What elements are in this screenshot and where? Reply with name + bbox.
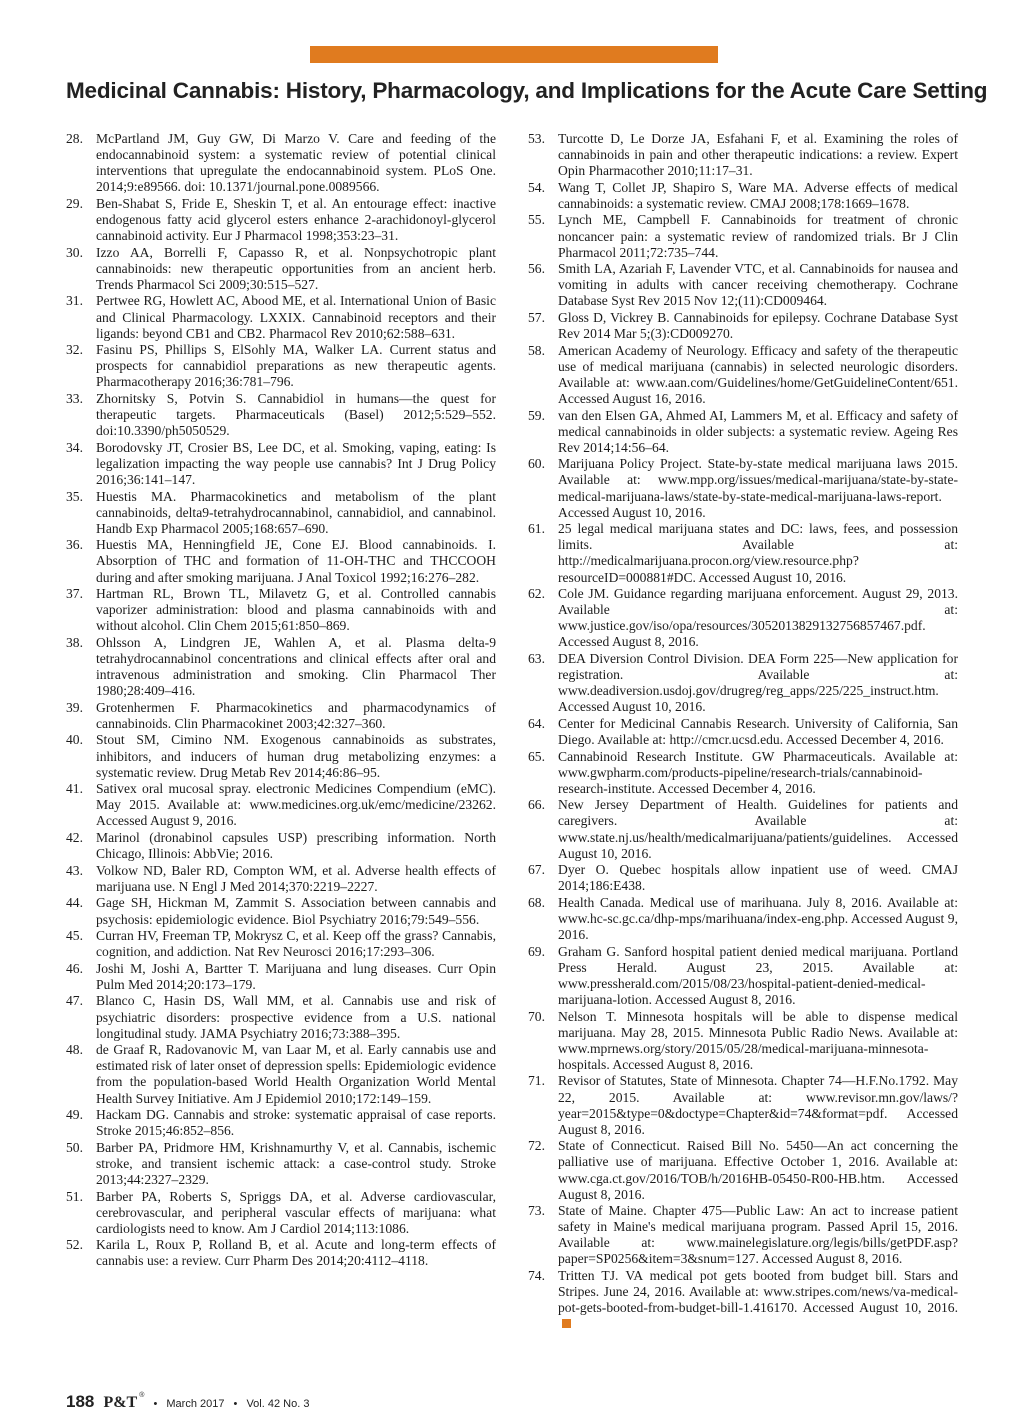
reference-number: 40.: [66, 732, 83, 748]
reference-item: [528, 651, 958, 715]
reference-number: 60.: [528, 456, 545, 472]
reference-number: 70.: [528, 1008, 545, 1024]
reference-item: [528, 1073, 958, 1137]
reference-item: [66, 293, 496, 341]
reference-item: [66, 196, 496, 244]
footer-separator: •: [233, 1398, 238, 1410]
reference-number: 39.: [66, 699, 83, 715]
reference-text: Izzo AA, Borrelli F, Capasso R, et al. Nonpsychotropic plant cannabinoids: new therapeutic opportunities from an ancient herb. Trends Pharmacol Sci 2009;30:515–527.: [96, 244, 496, 292]
reference-text: Grotenhermen F. Pharmacokinetics and pharmacodynamics of cannabinoids. Clin Pharmacokinet 2003;42:327–360.: [96, 699, 496, 731]
references-left-column: [66, 131, 496, 1270]
reference-item: [66, 928, 496, 960]
reference-text: Zhornitsky S, Potvin S. Cannabidiol in humans—the quest for therapeutic targets. Pharmaceuticals (Basel) 2012;5:529–552. doi:10.3390/ph5050529.: [96, 391, 496, 439]
reference-number: 36.: [66, 537, 83, 553]
reference-item: [66, 131, 496, 195]
reference-number: 63.: [528, 651, 545, 666]
reference-item: [528, 586, 958, 650]
reference-item: [528, 895, 958, 943]
reference-number: 54.: [528, 179, 545, 195]
reference-text: Revisor of Statutes, State of Minnesota. Chapter 74—H.F.No.1792. May 22, 2015. Available at: www.revisor.mn.gov/laws/?year=2015&type=0&doctype=Chapter&id=74&format=pdf. Accessed August 8, 2016.: [558, 1073, 958, 1137]
reference-item: [66, 342, 496, 390]
reference-item: [66, 537, 496, 585]
reference-number: 56.: [528, 261, 545, 277]
reference-number: 59.: [528, 407, 545, 423]
reference-text: Marijuana Policy Project. State-by-state medical marijuana laws 2015. Available at: www.mpp.org/issues/medical-marijuana/state-by-state-medical-marijuana-laws/state-by-state-medical-marijuana-laws-report. Accessed August 10, 2016.: [558, 456, 958, 520]
reference-number: 29.: [66, 195, 83, 211]
reference-item: [66, 781, 496, 829]
reference-item: [528, 749, 958, 797]
reference-item: [528, 1138, 958, 1202]
reference-text: van den Elsen GA, Ahmed AI, Lammers M, et al. Efficacy and safety of medical cannabinoids in older subjects: a systematic review. Ageing Res Rev 2014;14:56–64.: [558, 407, 958, 455]
reference-number: 61.: [528, 521, 545, 537]
reference-item: [528, 797, 958, 861]
reference-number: 35.: [66, 488, 83, 504]
reference-item: [66, 1107, 496, 1139]
reference-text: Curran HV, Freeman TP, Mokrysz C, et al. Keep off the grass? Cannabis, cognition, and addiction. Nat Rev Neurosci 2016;17:293–306.: [96, 928, 496, 960]
page-title: Medicinal Cannabis: History, Pharmacology, and Implications for the Acute Care Setting: [66, 78, 988, 103]
reference-text: de Graaf R, Radovanovic M, van Laar M, et al. Early cannabis use and estimated risk of later onset of depression spells: Epidemiologic evidence from the population-based World Health Organization World Mental Health Survey Initiative. Am J Epidemiol 2010;172:149–159.: [96, 1042, 496, 1106]
end-of-article-mark: [562, 1319, 571, 1328]
reference-text: Cole JM. Guidance regarding marijuana enforcement. August 29, 2013. Available at: www.justice.gov/iso/opa/resources/3052013829132756857467.pdf. Accessed August 8, 2016.: [558, 586, 958, 650]
reference-text: Sativex oral mucosal spray. electronic Medicines Compendium (eMC). May 2015. Available at: www.medicines.org.uk/emc/medicine/23262. Accessed August 9, 2016.: [96, 781, 496, 829]
reference-text: Center for Medicinal Cannabis Research. University of California, San Diego. Available at: http://cmcr.ucsd.edu. Accessed December 4, 2016.: [558, 715, 958, 747]
reference-number: 28.: [66, 131, 83, 146]
reference-number: 55.: [528, 212, 545, 228]
reference-number: 30.: [66, 244, 83, 260]
reference-text: Joshi M, Joshi A, Bartter T. Marijuana and lung diseases. Curr Opin Pulm Med 2014;20:173–179.: [96, 960, 496, 992]
reference-text: Graham G. Sanford hospital patient denied medical marijuana. Portland Press Herald. August 23, 2015. Available at: www.pressherald.com/2015/08/23/hospital-patient-denied-medical-marijuana-lotion. Accessed August 8, 2016.: [558, 943, 958, 1007]
reference-item: [66, 1042, 496, 1106]
reference-text: Ben-Shabat S, Fride E, Sheskin T, et al. An entourage effect: inactive endogenous fatty acid glycerol esters enhance 2-arachidonoyl-glycerol cannabinoid activity. Eur J Pharmacol 1998;353:23–31.: [96, 195, 496, 244]
reference-item: [528, 521, 958, 585]
page-footer: [66, 1392, 309, 1412]
reference-text: Tritten TJ. VA medical pot gets booted from budget bill. Stars and Stripes. June 24, 2016. Available at: www.stripes.com/news/va-medical-pot-gets-booted-from-budget-bill-1.416170. Accessed August 10, 2016.: [558, 1268, 958, 1332]
reference-item: [66, 391, 496, 439]
header-accent-bar: [310, 46, 718, 63]
reference-item: [528, 1268, 958, 1332]
reference-item: [528, 261, 958, 309]
reference-number: 31.: [66, 293, 83, 309]
reference-item: [66, 993, 496, 1041]
reference-text: Blanco C, Hasin DS, Wall MM, et al. Cannabis use and risk of psychiatric disorders: prospective evidence from a U.S. national longitudinal study. JAMA Psychiatry 2016;73:388–395.: [96, 993, 496, 1041]
reference-number: 33.: [66, 391, 83, 406]
reference-number: 69.: [528, 943, 545, 959]
references-right-column: [528, 131, 958, 1333]
reference-item: [528, 343, 958, 407]
reference-text: Borodovsky JT, Crosier BS, Lee DC, et al. Smoking, vaping, eating: Is legalization impacting the way people use cannabis? Int J Drug Policy 2016;36:141–147.: [96, 439, 496, 487]
reference-number: 50.: [66, 1139, 83, 1155]
reference-item: [66, 961, 496, 993]
reference-number: 71.: [528, 1073, 545, 1089]
reference-number: 65.: [528, 748, 545, 764]
reference-text: 25 legal medical marijuana states and DC: laws, fees, and possession limits. Available at: http://medicalmarijuana.procon.org/view.resource.php?resourceID=000881#DC. Accessed August 10, 2016.: [558, 521, 958, 585]
reference-item: [528, 456, 958, 520]
reference-text: DEA Diversion Control Division. DEA Form 225—New application for registration. Available at: www.deadiversion.usdoj.gov/drugreg/reg_apps/225/225_instruct.htm. Accessed August 10, 2016.: [558, 651, 958, 715]
reference-text: Health Canada. Medical use of marihuana. July 8, 2016. Available at: www.hc-sc.gc.ca/dhp-mps/marihuana/index-eng.php. Accessed August 9, 2016.: [558, 894, 958, 943]
reference-number: 44.: [66, 895, 83, 911]
reference-number: 45.: [66, 928, 83, 944]
reference-number: 34.: [66, 439, 83, 455]
reference-number: 41.: [66, 781, 83, 797]
journal-name: P&T: [103, 1394, 138, 1411]
reference-item: [528, 862, 958, 894]
reference-item: [66, 863, 496, 895]
reference-number: 73.: [528, 1203, 545, 1219]
reference-text: Gloss D, Vickrey B. Cannabinoids for epilepsy. Cochrane Database Syst Rev 2014 Mar 5;(3):CD009270.: [558, 310, 958, 342]
reference-text: Marinol (dronabinol capsules USP) prescribing information. North Chicago, Illinois: AbbVie; 2016.: [96, 830, 496, 862]
reference-text: Nelson T. Minnesota hospitals will be able to dispense medical marijuana. May 28, 2015. Minnesota Public Radio News. Available at: www.mprnews.org/story/2015/05/28/medical-marijuana-minnesota-hospitals. Accessed August 8, 2016.: [558, 1008, 958, 1072]
reference-text: Turcotte D, Le Dorze JA, Esfahani F, et al. Examining the roles of cannabinoids in pain and other therapeutic indications: a review. Expert Opin Pharmacother 2010;11:17–31.: [558, 131, 958, 179]
reference-number: 58.: [528, 342, 545, 358]
reference-number: 51.: [66, 1188, 83, 1204]
reference-item: [66, 830, 496, 862]
reference-text: Huestis MA, Henningfield JE, Cone EJ. Blood cannabinoids. I. Absorption of THC and formation of 11-OH-THC and THCCOOH during and after smoking marijuana. J Anal Toxicol 1992;16:276–282.: [96, 537, 496, 585]
reference-number: 49.: [66, 1107, 83, 1123]
reference-number: 72.: [528, 1138, 545, 1154]
reference-item: [66, 1237, 496, 1269]
reference-item: [66, 895, 496, 927]
reference-text: State of Maine. Chapter 475—Public Law: An act to increase patient safety in Maine's medical marijuana program. Passed April 15, 2016. Available at: www.mainelegislature.org/legis/bills/getPDF.asp?paper=SP0256&item=3&snum=127. Accessed August 8, 2016.: [558, 1203, 958, 1267]
reference-item: [528, 1203, 958, 1267]
reference-text: Smith LA, Azariah F, Lavender VTC, et al. Cannabinoids for nausea and vomiting in adults with cancer receiving chemotherapy. Cochrane Database Syst Rev 2015 Nov 12;(11):CD009464.: [558, 261, 958, 309]
reference-number: 53.: [528, 131, 545, 146]
registered-mark: ®: [139, 1392, 145, 1399]
reference-text: Karila L, Roux P, Rolland B, et al. Acute and long-term effects of cannabis use: a review. Curr Pharm Des 2014;20:4112–4118.: [96, 1237, 496, 1269]
reference-item: [66, 440, 496, 488]
reference-text: Gage SH, Hickman M, Zammit S. Association between cannabis and psychosis: epidemiologic evidence. Biol Psychiatry 2016;79:549–556.: [96, 895, 496, 927]
reference-number: 42.: [66, 830, 83, 846]
reference-text: McPartland JM, Guy GW, Di Marzo V. Care and feeding of the endocannabinoid system: a systematic review of potential clinical interventions that upregulate the endocannabinoid system. PLoS One. 2014;9:e89566. doi: 10.1371/journal.pone.0089566.: [96, 131, 496, 195]
reference-item: [66, 586, 496, 634]
reference-item: [528, 1009, 958, 1073]
reference-number: 67.: [528, 862, 545, 878]
reference-number: 46.: [66, 960, 83, 976]
reference-text: Pertwee RG, Howlett AC, Abood ME, et al. International Union of Basic and Clinical Pharmacology. LXXIX. Cannabinoid receptors and their ligands: beyond CB1 and CB2. Pharmacol Rev 2010;62:588–631.: [96, 293, 496, 341]
reference-number: 64.: [528, 715, 545, 731]
reference-number: 66.: [528, 797, 545, 813]
reference-number: 62.: [528, 586, 545, 602]
footer-separator: •: [153, 1398, 158, 1410]
reference-item: [66, 635, 496, 699]
reference-number: 38.: [66, 634, 83, 650]
reference-text: Dyer O. Quebec hospitals allow inpatient use of weed. CMAJ 2014;186:E438.: [558, 862, 958, 894]
reference-text: Cannabinoid Research Institute. GW Pharmaceuticals. Available at: www.gwpharm.com/products-pipeline/research-trials/cannabinoid-research-institute. Accessed December 4, 2016.: [558, 748, 958, 796]
reference-number: 47.: [66, 993, 83, 1009]
reference-text: Hartman RL, Brown TL, Milavetz G, et al. Controlled cannabis vaporizer administration: blood and plasma cannabinoids with and without alcohol. Clin Chem 2015;61:850–869.: [96, 586, 496, 634]
volume-issue: Vol. 42 No. 3: [246, 1398, 310, 1410]
reference-item: [528, 716, 958, 748]
reference-number: 74.: [528, 1268, 545, 1284]
reference-item: [528, 310, 958, 342]
reference-text: Volkow ND, Baler RD, Compton WM, et al. Adverse health effects of marijuana use. N Engl J Med 2014;370:2219–2227.: [96, 862, 496, 894]
reference-item: [528, 131, 958, 179]
reference-item: [66, 489, 496, 537]
reference-item: [528, 180, 958, 212]
reference-text: Stout SM, Cimino NM. Exogenous cannabinoids as substrates, inhibitors, and inducers of human drug metabolizing enzymes: a systematic review. Drug Metab Rev 2014;46:86–95.: [96, 732, 496, 780]
reference-item: [66, 700, 496, 732]
reference-item: [66, 732, 496, 780]
reference-number: 57.: [528, 310, 545, 326]
reference-text: Huestis MA. Pharmacokinetics and metabolism of the plant cannabinoids, delta9-tetrahydrocannabinol, cannabidiol, and cannabinol. Handb Exp Pharmacol 2005;168:657–690.: [96, 488, 496, 536]
reference-text: American Academy of Neurology. Efficacy and safety of the therapeutic use of medical marijuana (cannabis) in selected neurologic disorders. Available at: www.aan.com/Guidelines/home/GetGuidelineContent/651. Accessed August 16, 2016.: [558, 342, 958, 406]
reference-text: Ohlsson A, Lindgren JE, Wahlen A, et al. Plasma delta-9 tetrahydrocannabinol concentrations and clinical effects after oral and intravenous administration and smoking. Clin Pharmacol Ther 1980;28:409–416.: [96, 634, 496, 699]
reference-text: Lynch ME, Campbell F. Cannabinoids for treatment of chronic noncancer pain: a systematic review of randomized trials. Br J Clin Pharmacol 2011;72:735–744.: [558, 212, 958, 260]
reference-number: 52.: [66, 1237, 83, 1253]
reference-number: 68.: [528, 894, 545, 910]
reference-number: 43.: [66, 862, 83, 878]
reference-text: Barber PA, Pridmore HM, Krishnamurthy V, et al. Cannabis, ischemic stroke, and transient ischemic attack: a case-control study. Stroke 2013;44:2327–2329.: [96, 1139, 496, 1187]
reference-item: [66, 245, 496, 293]
reference-item: [528, 408, 958, 456]
reference-item: [66, 1140, 496, 1188]
reference-number: 48.: [66, 1042, 83, 1058]
reference-text: New Jersey Department of Health. Guidelines for patients and caregivers. Available at: www.state.nj.us/health/medicalmarijuana/patients/guidelines. Accessed August 10, 2016.: [558, 797, 958, 861]
reference-text: Barber PA, Roberts S, Spriggs DA, et al. Adverse cardiovascular, cerebrovascular, and peripheral vascular effects of marijuana: what cardiologists need to know. Am J Cardiol 2014;113:1086.: [96, 1188, 496, 1236]
reference-text: Hackam DG. Cannabis and stroke: systematic appraisal of case reports. Stroke 2015;46:852–856.: [96, 1107, 496, 1139]
reference-text: Wang T, Collet JP, Shapiro S, Ware MA. Adverse effects of medical cannabinoids: a systematic review. CMAJ 2008;178:1669–1678.: [558, 179, 958, 211]
reference-item: [528, 944, 958, 1008]
reference-text: Fasinu PS, Phillips S, ElSohly MA, Walker LA. Current status and prospects for cannabidiol preparations as new therapeutic agents. Pharmacotherapy 2016;36:781–796.: [96, 342, 496, 390]
page-number: 188: [66, 1392, 95, 1411]
reference-item: [66, 1189, 496, 1237]
issue-date: March 2017: [166, 1398, 225, 1410]
reference-number: 37.: [66, 586, 83, 602]
reference-text: State of Connecticut. Raised Bill No. 5450—An act concerning the palliative use of marijuana. Effective October 1, 2016. Available at: www.cga.ct.gov/2016/TOB/h/2016HB-05450-R00-HB.htm. Accessed August 8, 2016.: [558, 1138, 958, 1202]
reference-item: [528, 212, 958, 260]
reference-number: 32.: [66, 342, 83, 358]
